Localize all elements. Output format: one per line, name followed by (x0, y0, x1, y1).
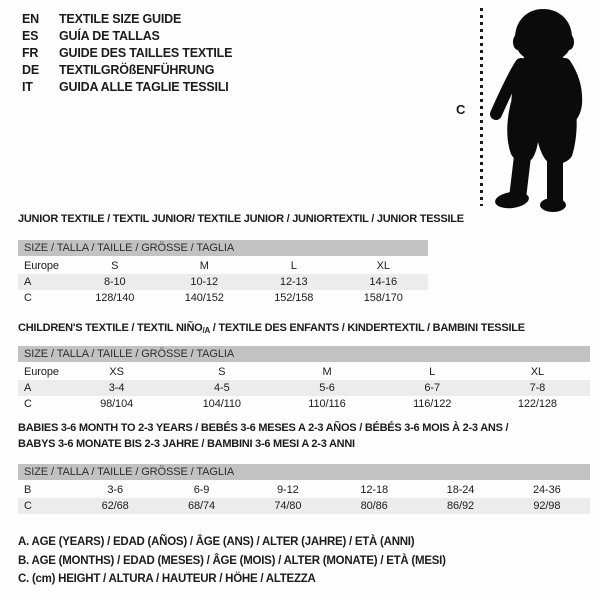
language-title: TEXTILE SIZE GUIDE (59, 12, 182, 26)
size-value: 140/152 (184, 292, 224, 304)
junior-section-title: JUNIOR TEXTILE / TEXTIL JUNIOR/ TEXTILE JUNIOR / JUNIORTEXTIL / JUNIOR TESSILE (18, 213, 464, 225)
size-value: 14-16 (369, 276, 398, 288)
size-value: 18-24 (446, 484, 475, 496)
language-row (22, 11, 232, 28)
size-value: XS (109, 366, 124, 378)
size-value: L (290, 260, 297, 272)
table-row (18, 380, 590, 396)
row-label: Europe (24, 366, 59, 378)
size-value: 3-4 (108, 382, 125, 394)
row-label: Europe (24, 260, 59, 272)
language-title: GUÍA DE TALLAS (59, 29, 160, 43)
children-size-table (18, 346, 590, 412)
language-title: GUIDA ALLE TAGLIE TESSILI (59, 80, 229, 94)
size-value: 122/128 (517, 398, 557, 410)
babies-title-line2: BABYS 3-6 MONATE BIS 2-3 JAHRE / BAMBINI 3-6 MESI A 2-3 ANNI (18, 437, 355, 450)
size-value: 80/86 (360, 500, 388, 512)
row-label: C (24, 500, 32, 512)
language-row (22, 79, 232, 96)
size-value: S (111, 260, 119, 272)
size-header-bar: SIZE / TALLA / TAILLE / GRÖSSE / TAGLIA (18, 346, 590, 362)
children-section-title (18, 322, 525, 335)
row-label: A (24, 382, 32, 394)
junior-size-table (18, 240, 428, 306)
language-code: DE (22, 63, 39, 77)
size-value: 4-5 (213, 382, 230, 394)
footnote-c: C. (cm) HEIGHT / ALTURA / HAUTEUR / HÖHE / ALTEZZA (18, 573, 316, 585)
size-value: 24-36 (533, 484, 561, 496)
language-code: IT (22, 80, 33, 94)
size-value: S (218, 366, 226, 378)
toddler-silhouette-image (487, 4, 595, 212)
size-value: 74/80 (274, 500, 302, 512)
footnote-b: B. AGE (MONTHS) / EDAD (MESES) / ÂGE (MOIS) / ALTER (MONATE) / ETÀ (MESI) (18, 554, 446, 567)
size-value: 12-18 (360, 484, 388, 496)
babies-title-line1: BABIES 3-6 MONTH TO 2-3 YEARS / BEBÉS 3-6 MESES A 2-3 AÑOS / BÉBÉS 3-6 MOIS À 2-3 ANS / (18, 422, 509, 434)
size-value: 9-12 (277, 484, 299, 496)
children-title-subscript: /A (202, 326, 210, 335)
size-value: 92/98 (533, 500, 561, 512)
size-value: 6-9 (193, 484, 210, 496)
size-value: 68/74 (187, 500, 215, 512)
size-value: 152/158 (274, 292, 314, 304)
row-label: B (24, 484, 32, 496)
table-row (18, 290, 428, 306)
table-row (18, 274, 428, 290)
language-code: ES (22, 29, 39, 43)
row-label: C (24, 398, 32, 410)
table-row (18, 364, 590, 380)
children-title-text: CHILDREN'S TEXTILE / TEXTIL NIÑO (18, 322, 203, 334)
size-value: 116/122 (413, 398, 452, 410)
size-value: L (429, 366, 436, 378)
size-value: 86/92 (446, 500, 474, 512)
size-value: 6-7 (424, 382, 440, 394)
footnote-legend (18, 533, 446, 589)
language-title: GUIDE DES TAILLES TEXTILE (59, 46, 233, 60)
babies-size-table (18, 464, 590, 514)
size-value: M (199, 260, 209, 272)
language-row (22, 28, 232, 45)
language-list (22, 11, 232, 96)
size-value: 7-8 (529, 382, 546, 394)
size-value: 5-6 (319, 382, 335, 394)
size-value: 12-13 (279, 276, 308, 288)
babies-section-title (18, 421, 508, 452)
table-row (18, 396, 590, 412)
table-row (18, 482, 590, 498)
language-row (22, 45, 232, 62)
language-code: FR (22, 46, 39, 60)
size-value: 104/110 (202, 398, 241, 410)
size-value: XL (376, 260, 390, 272)
size-value: 128/140 (95, 292, 135, 304)
size-value: 10-12 (190, 276, 219, 288)
size-value: 110/116 (308, 398, 346, 410)
footnote-a: A. AGE (YEARS) / EDAD (AÑOS) / ÂGE (ANS) / ALTER (JAHRE) / ETÀ (ANNI) (18, 536, 415, 548)
height-measure-line (480, 8, 483, 206)
size-value: 62/68 (101, 500, 129, 512)
size-value: 8-10 (103, 276, 126, 288)
size-header-bar: SIZE / TALLA / TAILLE / GRÖSSE / TAGLIA (18, 464, 590, 480)
row-label: A (24, 276, 32, 288)
row-label: C (24, 292, 32, 304)
size-value: M (322, 366, 332, 378)
height-measure-label: C (456, 102, 466, 117)
size-value: XL (530, 366, 545, 378)
language-title: TEXTILGRÖßENFÜHRUNG (59, 63, 215, 77)
size-value: 3-6 (107, 484, 123, 496)
language-code: EN (22, 12, 39, 26)
size-value: 98/104 (100, 398, 134, 410)
children-title-text: / TEXTILE DES ENFANTS / KINDERTEXTIL / BAMBINI TESSILE (209, 322, 525, 334)
language-row (22, 62, 232, 79)
table-row (18, 498, 590, 514)
size-value: 158/170 (363, 292, 403, 304)
size-header-bar: SIZE / TALLA / TAILLE / GRÖSSE / TAGLIA (18, 240, 428, 256)
table-row (18, 258, 428, 274)
